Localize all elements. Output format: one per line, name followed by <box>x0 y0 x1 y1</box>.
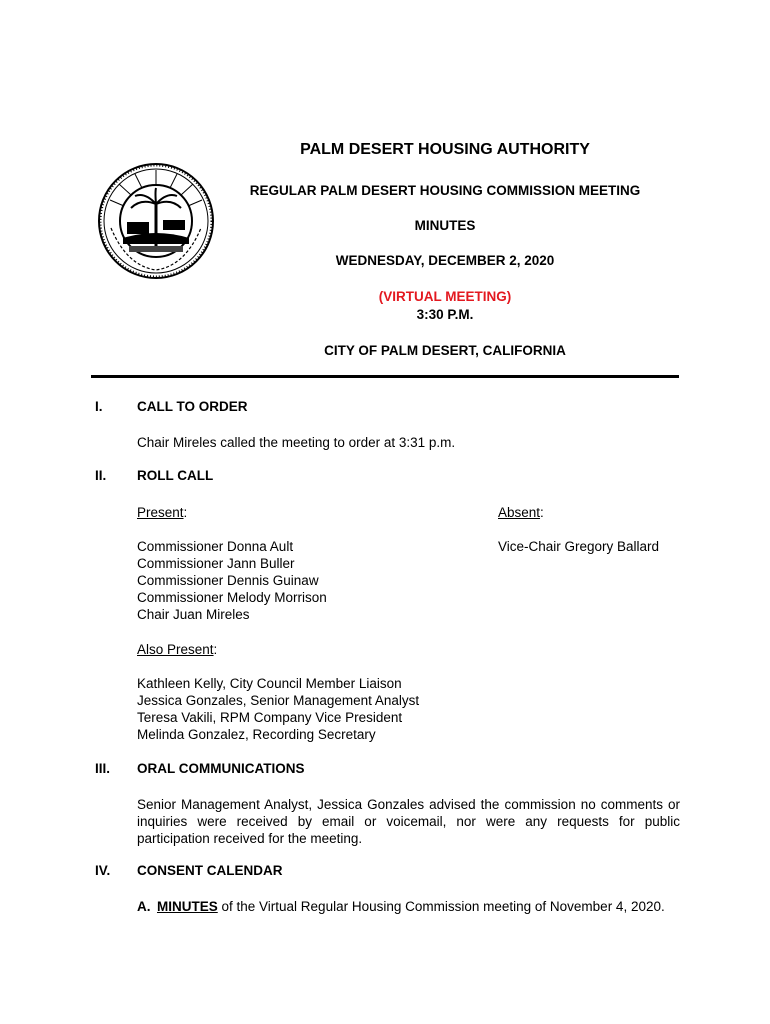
meeting-date: WEDNESDAY, DECEMBER 2, 2020 <box>335 253 555 268</box>
list-item: Vice-Chair Gregory Ballard <box>498 539 660 554</box>
document-type: MINUTES <box>414 218 476 233</box>
list-item: Commissioner Donna Ault <box>137 539 294 554</box>
list-item: Kathleen Kelly, City Council Member Liaison <box>137 676 402 691</box>
section-title-roll-call: ROLL CALL <box>137 468 214 483</box>
also-present-heading <box>137 641 217 658</box>
meeting-location: CITY OF PALM DESERT, CALIFORNIA <box>324 343 566 358</box>
virtual-meeting-label: (VIRTUAL MEETING) <box>378 289 512 304</box>
item-title: MINUTES <box>157 899 218 914</box>
list-item: Melinda Gonzalez, Recording Secretary <box>137 727 376 742</box>
absent-colon: : <box>540 505 544 520</box>
meeting-title: REGULAR PALM DESERT HOUSING COMMISSION MEETING <box>249 183 641 198</box>
oral-communications-text: Senior Management Analyst, Jessica Gonzales advised the commission no comments or inquiries were received by email or voicemail, nor were any requests for public participation received for the meeting. <box>137 797 680 846</box>
list-item: Chair Juan Mireles <box>137 607 250 622</box>
city-seal-icon <box>97 162 215 280</box>
section-number: II. <box>95 468 107 483</box>
section-number: IV. <box>95 863 111 878</box>
present-heading <box>137 504 187 521</box>
also-present-colon: : <box>213 642 218 657</box>
item-body: of the Virtual Regular Housing Commission meeting of November 4, 2020. <box>217 899 665 914</box>
call-to-order-text: Chair Mireles called the meeting to order at 3:31 p.m. <box>137 435 456 450</box>
list-item: Commissioner Dennis Guinaw <box>137 573 319 588</box>
section-title-oral-communications: ORAL COMMUNICATIONS <box>137 761 305 776</box>
item-letter: A. <box>137 899 151 914</box>
section-number: I. <box>95 399 103 414</box>
also-present-list <box>137 675 419 743</box>
meeting-time: 3:30 P.M. <box>416 307 474 322</box>
absent-list <box>498 538 659 555</box>
absent-heading <box>498 504 544 521</box>
present-label: Present <box>137 505 184 520</box>
section-title-call-to-order: CALL TO ORDER <box>137 399 248 414</box>
authority-title: PALM DESERT HOUSING AUTHORITY <box>300 141 590 158</box>
list-item: Teresa Vakili, RPM Company Vice President <box>137 710 403 725</box>
also-present-label: Also Present <box>137 642 214 657</box>
absent-label: Absent <box>498 505 541 520</box>
consent-item-a <box>157 898 680 915</box>
list-item: Commissioner Jann Buller <box>137 556 295 571</box>
present-list <box>137 538 327 623</box>
section-title-consent-calendar: CONSENT CALENDAR <box>137 863 283 878</box>
list-item: Commissioner Melody Morrison <box>137 590 327 605</box>
list-item: Jessica Gonzales, Senior Management Analyst <box>137 693 420 708</box>
header-divider <box>91 375 679 378</box>
present-colon: : <box>183 505 188 520</box>
section-number: III. <box>95 761 111 776</box>
